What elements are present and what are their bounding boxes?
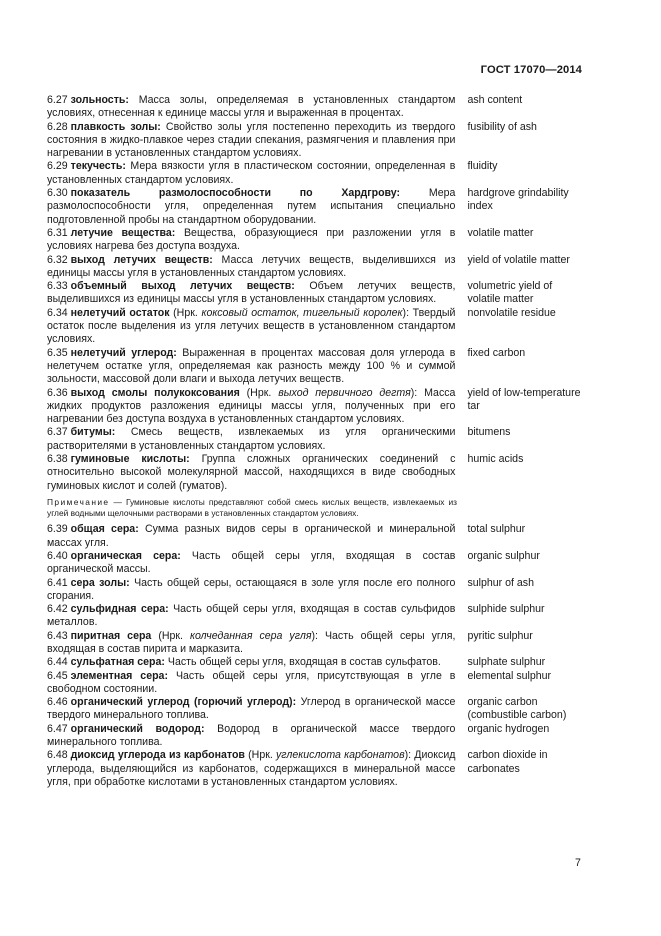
term-number: 6.46 — [47, 696, 68, 709]
term-number: 6.29 — [47, 160, 68, 173]
english-equivalent: fixed carbon — [467, 346, 526, 359]
english-equivalent: organic carbon (combustible carbon) — [467, 696, 567, 722]
term-list-a — [47, 94, 582, 493]
term-definition — [47, 630, 455, 657]
term-entry — [47, 387, 582, 427]
term-number: 6.31 — [47, 226, 68, 239]
term-name: показатель размолоспособности по Хардгрову: — [70, 187, 401, 200]
term-definition — [47, 453, 455, 493]
definition-text: Вещества, образующиеся при разложении угля в условиях нагрева без доступа воздуха. — [47, 226, 456, 253]
term-entry — [47, 227, 582, 254]
definition-text: Масса летучих веществ, выделившихся из единицы массы угля в установленных стандартом условиях. — [47, 253, 456, 279]
term-number: 6.48 — [47, 749, 68, 762]
definition-text: Мера вязкости угля в пластическом состоянии, определенная в установленных стандартом условиях. — [47, 160, 456, 186]
term-definition — [47, 523, 455, 550]
deprecated-prefix: (Нрк. — [248, 749, 273, 762]
english-equivalent: volatile matter — [467, 226, 534, 239]
english-equivalent: organic sulphur — [467, 549, 540, 562]
definition-text: Выраженная в процентах массовая доля углерода в нелетучем остатке угля, определяемая как разность между 100 % и суммой зольности, массовой доли влаги и выхода летучих веществ. — [47, 346, 456, 386]
note-text: — Гуминовые кислоты представляют собой смесь кислых веществ, извлекаемых из углей водными щелочными растворами в установленных стандартом условиях. — [47, 496, 458, 519]
english-equivalent: bitumens — [467, 426, 511, 439]
term-definition — [47, 307, 455, 347]
definition-text: Группа сложных органических соединений с относительно высокой молекулярной массой, находящихся в виде свободных гуминовых кислот и солей (гуматов). — [47, 453, 456, 492]
deprecated-term: углекислота карбонатов — [276, 749, 405, 762]
deprecated-term: выход первичного дегтя — [278, 386, 411, 399]
term-entry — [47, 603, 582, 630]
term-name: битумы: — [70, 426, 116, 439]
term-name: сульфатная сера: — [70, 656, 165, 669]
term-definition — [47, 723, 455, 750]
term-name: текучесть: — [70, 160, 126, 173]
definition-text: Масса золы, определяемая в установленных стандартом условиях, отнесенная к единице массы угля и выраженная в процентах. — [47, 94, 456, 120]
term-list-b — [47, 523, 582, 789]
term-entry — [47, 630, 582, 657]
term-entry — [47, 160, 582, 187]
english-equivalent: hardgrove grindability index — [467, 187, 569, 213]
term-definition — [47, 121, 455, 161]
deprecated-suffix: ): — [402, 306, 410, 319]
definition-text: Смесь веществ, извлекаемых из угля органическими растворителями в установленных стандартом условиях. — [47, 426, 456, 452]
term-number: 6.39 — [47, 523, 68, 536]
definition-text: Диоксид углерода, выделяющийся из карбонатов, содержащихся в минеральной массе угля, при обработке кислотами в установленных стандартом условиях. — [47, 749, 456, 788]
term-definition — [47, 550, 455, 577]
term-entry — [47, 577, 582, 604]
english-equivalent: fusibility of ash — [467, 120, 537, 133]
term-entry — [47, 254, 582, 281]
term-name: органическая сера: — [70, 549, 181, 562]
definition-text: Водород в органической массе твердого минерального топлива. — [47, 722, 456, 749]
deprecated-term: коксовый остаток, тигельный королек — [201, 306, 403, 319]
term-number: 6.45 — [47, 669, 68, 682]
definition-text: Часть общей серы угля, входящая в состав органической массы. — [47, 549, 456, 576]
english-equivalent: yield of volatile matter — [467, 253, 570, 266]
english-equivalent: pyritic sulphur — [467, 629, 533, 642]
deprecated-suffix: ): — [404, 749, 412, 762]
deprecated-suffix: ): — [311, 629, 318, 642]
term-definition — [47, 280, 455, 307]
term-name: сера золы: — [70, 576, 130, 589]
term-definition — [47, 254, 455, 281]
english-equivalent: total sulphur — [467, 523, 526, 536]
term-entry — [47, 347, 582, 387]
definition-text: Твердый остаток после выделения из угля летучих веществ в установленном стандартом условиях. — [47, 306, 456, 346]
term-number: 6.43 — [47, 629, 68, 642]
term-definition — [47, 187, 455, 227]
term-definition — [47, 603, 455, 630]
deprecated-prefix: (Нрк. — [246, 386, 272, 399]
term-entry — [47, 749, 582, 789]
term-definition — [47, 347, 455, 387]
term-number: 6.34 — [47, 306, 68, 319]
term-name: зольность: — [70, 94, 129, 106]
term-entries — [47, 94, 582, 789]
term-name: общая сера: — [70, 523, 139, 536]
term-name: диоксид углерода из карбонатов — [70, 749, 245, 762]
term-entry — [47, 696, 582, 723]
term-entry — [47, 187, 582, 227]
deprecated-prefix: (Нрк. — [158, 629, 183, 642]
definition-text: Часть общей серы угля, входящая в состав сульфидов металлов. — [47, 603, 456, 629]
english-equivalent: yield of low-temperature tar — [467, 386, 581, 412]
term-number: 6.41 — [47, 576, 68, 589]
term-entry — [47, 94, 582, 121]
term-number: 6.33 — [47, 280, 68, 293]
definition-text: Свойство золы угля постепенно переходить из твердого состояния в жидко-плавкое через стадии спекания, размягчения и плавления при нагревании в установленных стандартом условиях. — [47, 120, 456, 160]
definition-text: Углерод в органической массе твердого минерального топлива. — [47, 696, 456, 722]
term-definition — [47, 749, 455, 789]
term-name: плавкость золы: — [70, 120, 161, 133]
english-equivalent: volumetric yield of volatile matter — [467, 280, 553, 306]
english-equivalent: nonvolatile residue — [467, 306, 556, 319]
term-name: органический водород: — [70, 722, 205, 735]
term-entry — [47, 307, 582, 347]
term-entry — [47, 656, 582, 669]
term-number: 6.40 — [47, 549, 68, 562]
term-name: пиритная сера — [70, 629, 152, 642]
term-number: 6.38 — [47, 453, 68, 466]
definition-text: Часть общей серы угля, входящая в состав пирита и марказита. — [47, 629, 456, 655]
deprecated-prefix: (Нрк. — [173, 306, 198, 319]
english-equivalent: humic acids — [467, 453, 524, 466]
term-number: 6.27 — [47, 94, 68, 106]
definition-text: Сумма разных видов серы в органической и минеральной массах угля. — [47, 523, 456, 549]
definition-text: Часть общей серы угля, входящая в состав сульфатов. — [167, 656, 441, 669]
term-definition — [47, 160, 455, 187]
term-number: 6.36 — [47, 386, 68, 399]
definition-text: Масса жидких продуктов разложения единицы массы угля, полученных при его нагревании без доступа воздуха в установленных стандартом условиях. — [47, 386, 456, 426]
term-definition — [47, 577, 455, 604]
note-label: Примечание — [47, 496, 110, 507]
term-definition — [47, 656, 455, 669]
term-definition — [47, 670, 455, 697]
english-equivalent: sulphate sulphur — [467, 656, 546, 669]
term-name: сульфидная сера: — [70, 603, 169, 616]
page-number: 7 — [575, 857, 581, 869]
term-entry — [47, 723, 582, 750]
term-name: нелетучий углерод: — [70, 346, 177, 359]
term-entry — [47, 280, 582, 307]
term-definition — [47, 387, 455, 427]
definition-text: Часть общей серы угля, присутствующая в угле в свободном состоянии. — [47, 669, 456, 695]
term-definition — [47, 94, 455, 121]
definition-text: Часть общей серы, остающаяся в золе угля после его полного сгорания. — [47, 576, 456, 602]
definition-text: Объем летучих веществ, выделившихся из единицы массы угля в установленных стандартом условиях. — [47, 280, 456, 306]
english-equivalent: fluidity — [467, 160, 498, 173]
term-name: выход смолы полукоксования — [70, 386, 240, 399]
term-name: элементная сера: — [70, 669, 168, 682]
term-number: 6.35 — [47, 346, 68, 359]
term-number: 6.42 — [47, 603, 68, 616]
english-equivalent: ash content — [467, 94, 523, 106]
term-name: объемный выход летучих веществ: — [70, 280, 295, 293]
standard-code: ГОСТ 17070—2014 — [480, 64, 582, 76]
english-equivalent: organic hydrogen — [467, 722, 550, 735]
term-number: 6.37 — [47, 426, 68, 439]
english-equivalent: carbon dioxide in carbonates — [467, 749, 548, 775]
note — [47, 497, 457, 519]
term-entry — [47, 670, 582, 697]
term-definition — [47, 227, 455, 254]
term-number: 6.47 — [47, 722, 68, 735]
deprecated-term: колчеданная сера угля — [189, 629, 312, 642]
term-number: 6.44 — [47, 656, 68, 669]
definition-text: Мера размолоспособности угля, определенная путем испытания специально подготовленной пробы на стандартном оборудовании. — [47, 187, 456, 226]
english-equivalent: sulphur of ash — [467, 576, 534, 589]
english-equivalent: elemental sulphur — [467, 669, 552, 682]
term-entry — [47, 121, 582, 161]
term-name: органический углерод (горючий углерод): — [70, 696, 297, 709]
term-definition — [47, 426, 455, 453]
term-entry — [47, 523, 582, 550]
term-number: 6.30 — [47, 187, 68, 200]
term-name: летучие вещества: — [70, 226, 176, 239]
term-entry — [47, 453, 582, 493]
term-number: 6.28 — [47, 120, 68, 133]
term-number: 6.32 — [47, 253, 68, 266]
english-equivalent: sulphide sulphur — [467, 603, 545, 616]
page-header — [481, 64, 582, 76]
term-entry — [47, 550, 582, 577]
term-entry — [47, 426, 582, 453]
term-definition — [47, 696, 455, 723]
deprecated-suffix: ): — [410, 386, 418, 399]
term-name: нелетучий остаток — [70, 306, 170, 319]
term-name: гуминовые кислоты: — [70, 453, 190, 466]
term-name: выход летучих веществ: — [70, 253, 213, 266]
